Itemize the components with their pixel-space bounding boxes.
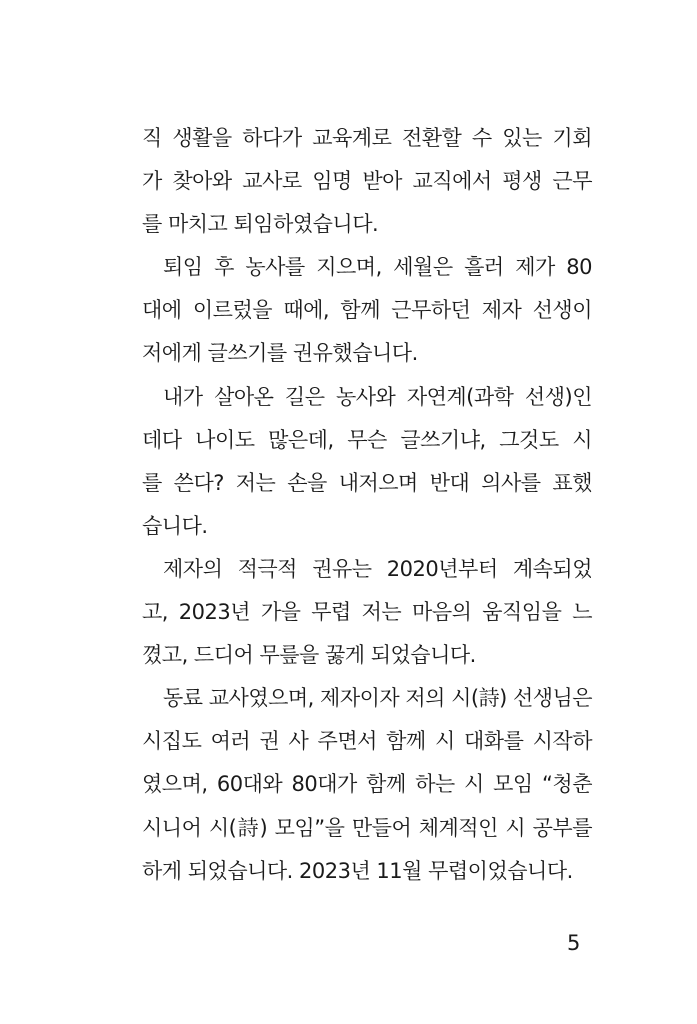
text-line: 퇴임 후 농사를 지으며, 세월은 흘러 제가 80 xyxy=(163,255,592,280)
text-line: 직 생활을 하다가 교육계로 전환할 수 있는 기회 xyxy=(142,126,592,150)
text-line: 고, 2023년 가을 무렵 저는 마음의 움직임을 느 xyxy=(142,600,592,625)
text-line: 시니어 시(詩) 모임”을 만들어 체계적인 시 공부를 xyxy=(142,815,592,840)
text-line: 꼈고, 드디어 무릎을 꿇게 되었습니다. xyxy=(142,643,476,668)
body-text xyxy=(142,117,592,893)
text-line: 를 마치고 퇴임하였습니다. xyxy=(142,212,379,237)
page-number: 5 xyxy=(567,931,581,955)
text-line: 저에게 글쓰기를 권유했습니다. xyxy=(142,341,418,366)
text-line: 였으며, 60대와 80대가 함께 하는 시 모임 “청춘 xyxy=(142,772,592,797)
text-line: 대에 이르렀을 때에, 함께 근무하던 제자 선생이 xyxy=(142,298,592,323)
text-line: 동료 교사였으며, 제자이자 저의 시(詩) 선생님은 xyxy=(163,686,593,711)
text-line: 내가 살아온 길은 농사와 자연계(과학 선생)인 xyxy=(163,384,592,409)
text-line: 제자의 적극적 권유는 2020년부터 계속되었 xyxy=(163,556,592,581)
text-line: 데다 나이도 많은데, 무슨 글쓰기냐, 그것도 시 xyxy=(142,427,592,452)
text-line: 습니다. xyxy=(142,513,208,538)
text-line: 를 쓴다? 저는 손을 내저으며 반대 의사를 표했 xyxy=(142,470,592,495)
text-line: 하게 되었습니다. 2023년 11월 무렵이었습니다. xyxy=(142,858,573,883)
text-line: 가 찾아와 교사로 임명 받아 교직에서 평생 근무 xyxy=(142,169,592,194)
text-line: 시집도 여러 권 사 주면서 함께 시 대화를 시작하 xyxy=(142,729,592,754)
